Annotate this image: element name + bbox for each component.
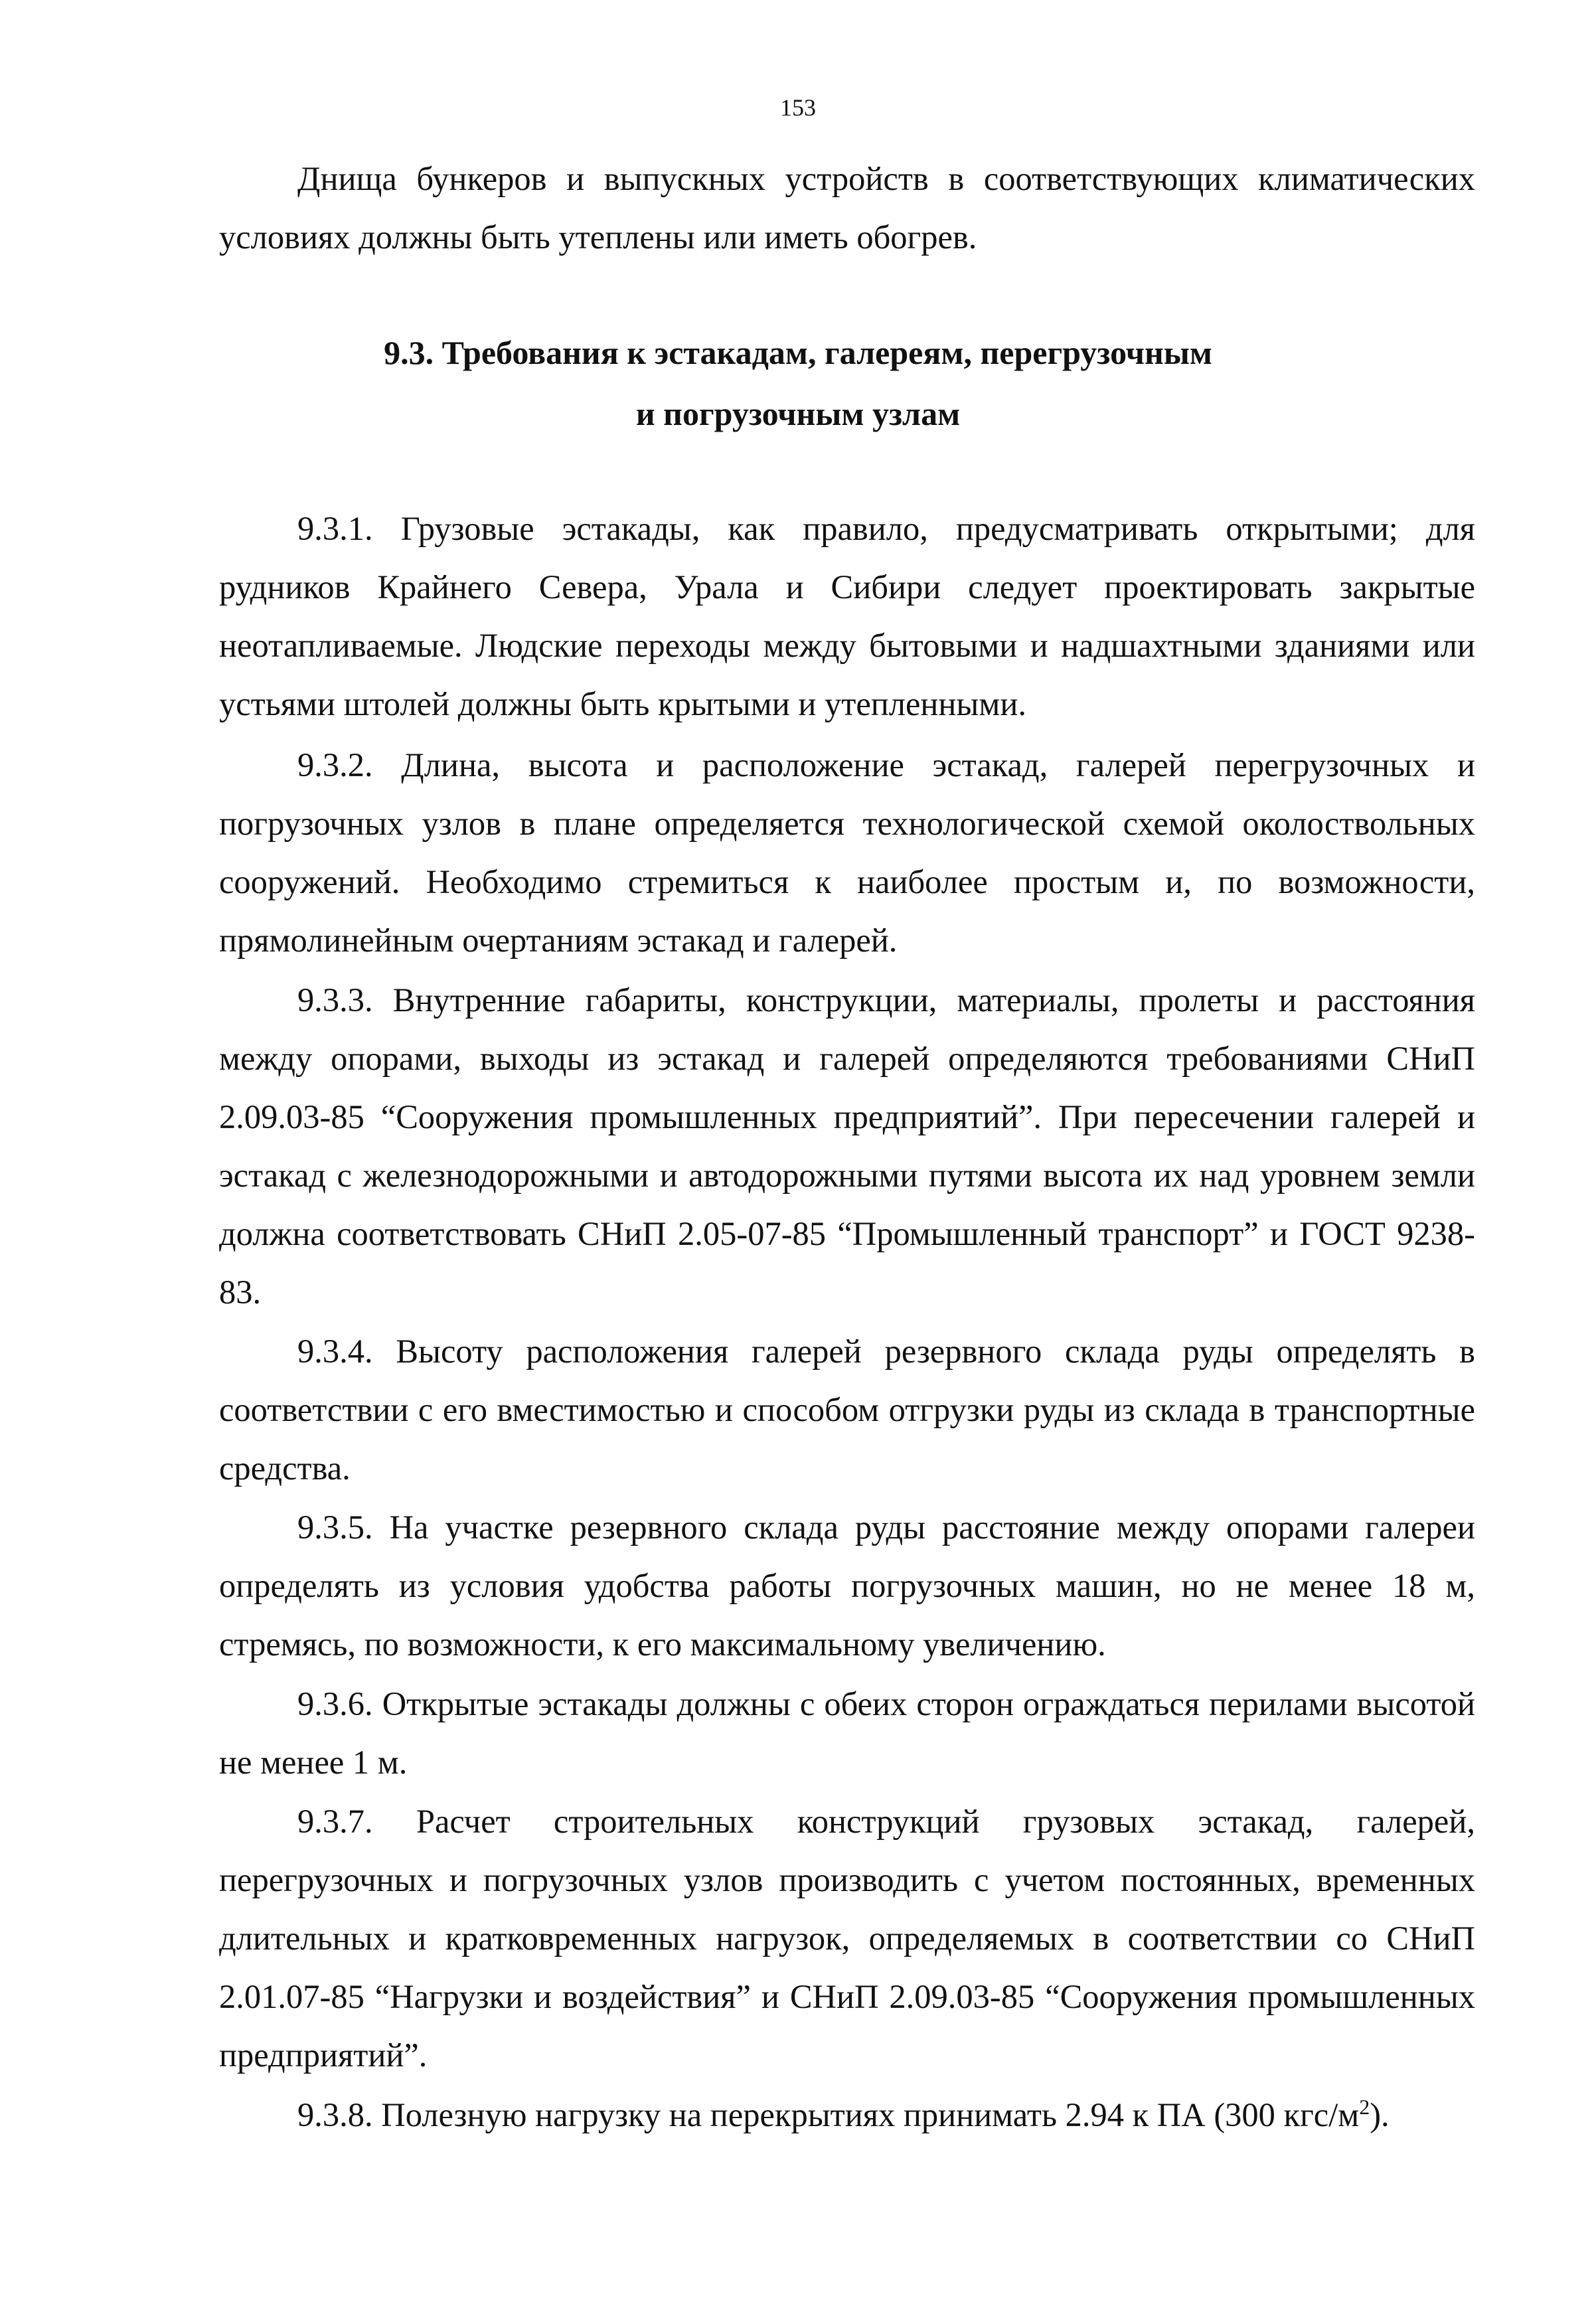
paragraph-9-3-5: 9.3.5. На участке резервного склада руды расстояние между опорами галереи определять из условия удобства работы погрузочных машин, но не менее 18 м, стремясь, по возможности, к его максимальному увеличению. — [219, 1509, 1475, 1663]
page-number: 153 — [780, 94, 816, 121]
intro-paragraph: Днища бункеров и выпускных устройств в соответствующих климатических условиях должны быть утеплены или иметь обогрев. — [219, 160, 1475, 256]
paragraph-9-3-8 — [219, 2086, 1475, 2144]
paragraph-9-3-7: 9.3.7. Расчет строительных конструкций грузовых эстакад, галерей, перегрузочных и погрузочных узлов производить с учетом постоянных, временных длительных и кратковременных нагрузок, определяемых в соответствии со СНиП 2.01.07-85 “Нагрузки и воздействия” и СНиП 2.09.03-85 “Сооружения промышленных предприятий”. — [219, 1803, 1475, 2074]
paragraph-9-3-2: 9.3.2. Длина, высота и расположение эстакад, галерей перегрузочных и погрузочных узлов в плане определяется технологической схемой околоствольных сооружений. Необходимо стремиться к наиболее простым и, по возможности, прямолинейным очертаниям эстакад и галерей. — [219, 746, 1475, 959]
paragraph-9-3-3: 9.3.3. Внутренние габариты, конструкции, материалы, пролеты и расстояния между опорами, выходы из эстакад и галерей определяются требованиями СНиП 2.09.03-85 “Сооружения промышленных предприятий”. При пересечении галерей и эстакад с железнодорожными и автодорожными путями высота их над уровнем земли должна соответствовать СНиП 2.05-07-85 “Промышленный транспорт” и ГОСТ 9238-83. — [219, 981, 1475, 1311]
superscript-exponent: 2 — [1359, 2095, 1370, 2119]
paragraph-9-3-1: 9.3.1. Грузовые эстакады, как правило, предусматривать открытыми; для рудников Крайнего Севера, Урала и Сибири следует проектировать закрытые неотапливаемые. Людские переходы между бытовыми и надшахтными зданиями или устьями штолей должны быть крытыми и утепленными. — [219, 510, 1475, 722]
paragraph-9-3-8-end: ). — [1370, 2096, 1390, 2133]
paragraph-9-3-6: 9.3.6. Открытые эстакады должны с обеих сторон ограждаться перилами высотой не менее 1 м. — [219, 1685, 1475, 1781]
paragraph-9-3-4: 9.3.4. Высоту расположения галерей резервного склада руды определять в соответствии с его вместимостью и способом отгрузки руды из склада в транспортные средства. — [219, 1333, 1475, 1487]
section-title-line-1: 9.3. Требования к эстакадам, галереям, перегрузочным — [384, 334, 1212, 371]
paragraph-9-3-8-text: 9.3.8. Полезную нагрузку на перекрытиях принимать 2.94 к ПА (300 кгс/м — [297, 2096, 1360, 2133]
section-title-line-2: и погрузочным узлам — [635, 395, 961, 432]
